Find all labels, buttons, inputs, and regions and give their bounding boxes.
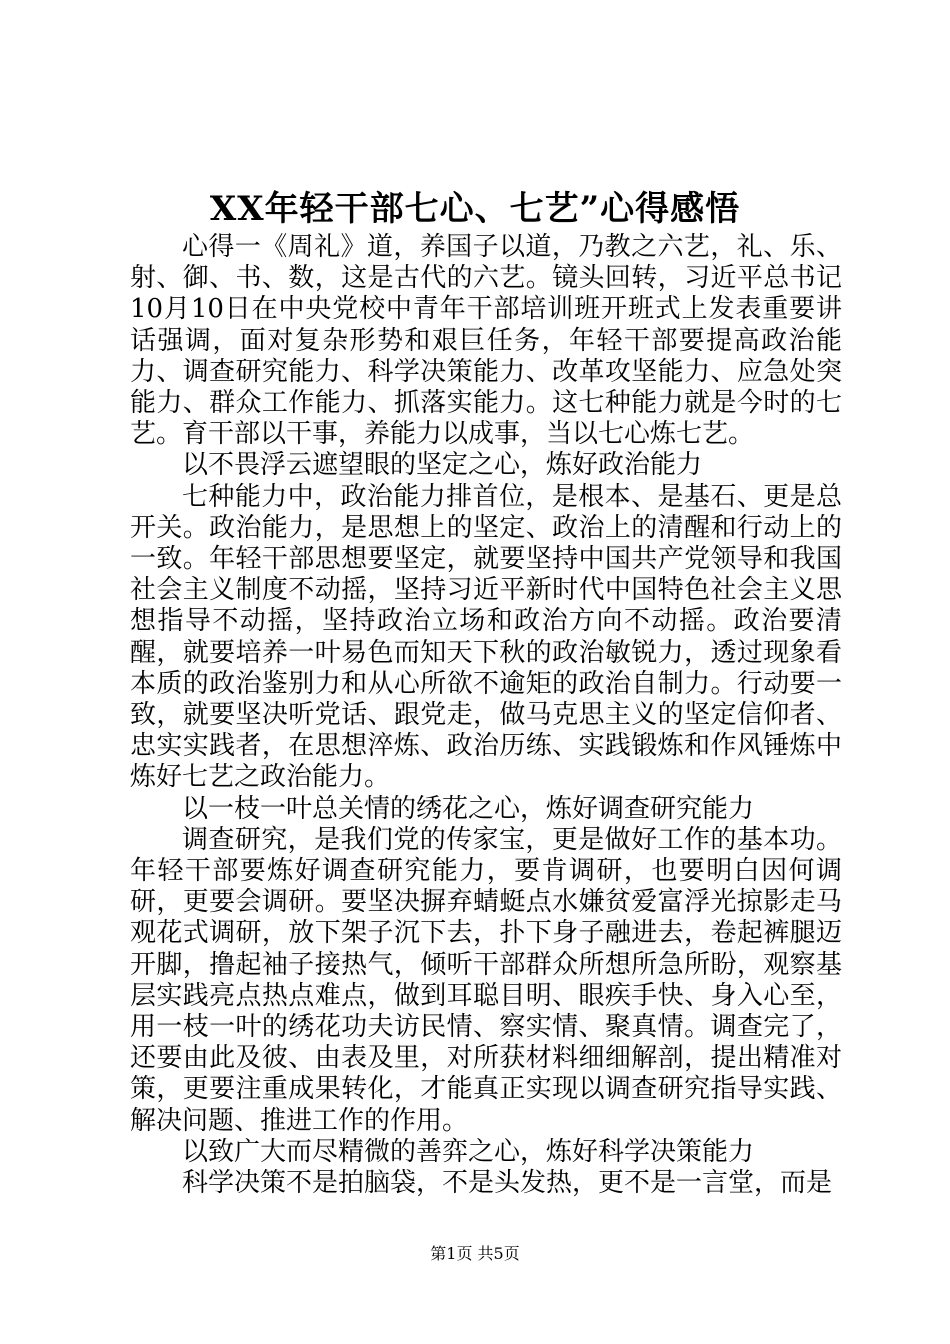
section-heading-decision: 以致广大而尽精微的善弈之心，炼好科学决策能力 bbox=[182, 1136, 755, 1167]
page-footer: 第1页 共5页 bbox=[430, 1244, 520, 1263]
paragraph-decision: 科学决策不是拍脑袋，不是头发热，更不是一言堂，而是 bbox=[182, 1168, 833, 1199]
document-title: XX年轻干部七心、七艺”心得感悟 bbox=[209, 189, 741, 229]
section-heading-political: 以不畏浮云遮望眼的坚定之心，炼好政治能力 bbox=[182, 450, 703, 481]
paragraph-political: 七种能力中，政治能力排首位，是根本、是基石、更是总开关。政治能力，是思想上的坚定、政治上的清醒和行动上的一致。年轻干部思想要坚定，就要坚持中国共产党领导和我国社会主义制度不动摇，坚持习近平新时代中国特色社会主义思想指导不动摇，坚持政治立场和政治方向不动摇。政治要清醒，就要培养一叶易色而知天下秋的政治敏锐力，透过现象看本质的政治鉴别力和从心所欲不逾矩的政治自制力。行动要一致，就要坚决听党话、跟党走，做马克思主义的坚定信仰者、忠实实践者，在思想淬炼、政治历练、实践锻炼和作风锤炼中炼好七艺之政治能力。 bbox=[130, 481, 842, 793]
paragraph-research: 调查研究，是我们党的传家宝，更是做好工作的基本功。年轻干部要炼好调查研究能力，要肯调研，也要明白因何调研，更要会调研。要坚决摒弃蜻蜓点水嫌贫爱富浮光掠影走马观花式调研，放下架子沉下去，扑下身子融进去，卷起裤腿迈开脚，撸起袖子接热气，倾听干部群众所想所急所盼，观察基层实践亮点热点难点，做到耳聪目明、眼疾手快、身入心至，用一枝一叶的绣花功夫访民情、察实情、聚真情。调查完了，还要由此及彼、由表及里，对所获材料细细解剖，提出精准对策，更要注重成果转化，才能真正实现以调查研究指导实践、解决问题、推进工作的作用。 bbox=[130, 824, 842, 1136]
document-body bbox=[130, 232, 842, 1199]
section-heading-research: 以一枝一叶总关情的绣花之心，炼好调查研究能力 bbox=[182, 793, 755, 824]
paragraph-intro: 心得一《周礼》道，养国子以道，乃教之六艺，礼、乐、射、御、书、数，这是古代的六艺。镜头回转，习近平总书记10月10日在中央党校中青年干部培训班开班式上发表重要讲话强调，面对复杂形势和艰巨任务，年轻干部要提高政治能力、调查研究能力、科学决策能力、改革攻坚能力、应急处突能力、群众工作能力、抓落实能力。这七种能力就是今时的七艺。育干部以干事，养能力以成事，当以七心炼七艺。 bbox=[130, 232, 842, 450]
